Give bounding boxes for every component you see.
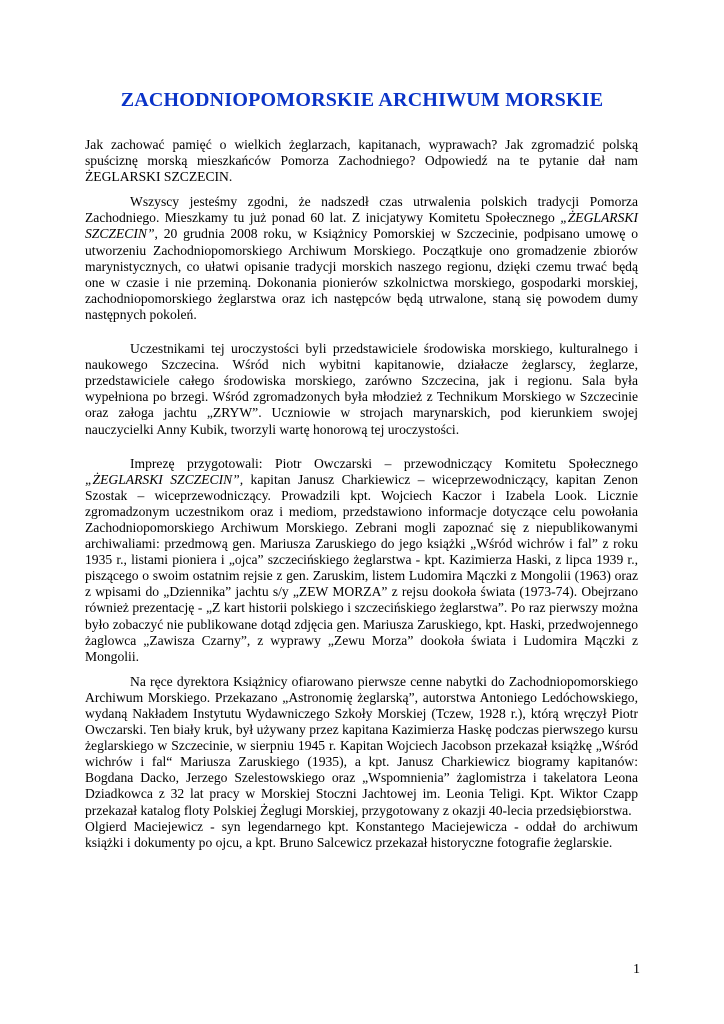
- page-number: 1: [633, 962, 640, 977]
- paragraph-maciejewicz: Olgierd Maciejewicz - syn legendarnego kpt. Konstantego Maciejewicza - oddał do archiwum książki i dokumenty po ojcu, a kpt. Bruno Salcewicz przekazał historyczne fotografie żeglarskie.: [85, 818, 638, 850]
- paragraph-founding-text-b: , 20 grudnia 2008 roku, w Książnicy Pomorskiej w Szczecinie, podpisano umowę o utworzeniu Zachodniopomorskiego Archiwum Morskiego. Początkuje ono gromadzenie zbiorów marynistycznych, co ułatwi opisanie tradycji morskich naszego regionu, dzięki czemu trwać będą one w czasie i nie przeminą. Dokonania pionierów szkolnictwa morskiego, gospodarki morskiej, zachodniopomorskiego żeglarstwa oraz ich następców będą utrwalone, staną się powodem dumy następnych pokoleń.: [85, 226, 638, 322]
- page-title: ZACHODNIOPOMORSKIE ARCHIWUM MORSKIE: [120, 89, 604, 111]
- paragraph-founding: [85, 194, 638, 323]
- paragraph-donations: Na ręce dyrektora Książnicy ofiarowano pierwsze cenne nabytki do Zachodniopomorskiego Archiwum Morskiego. Przekazano „Astronomię żeglarską”, autorstwa Antoniego Ledóchowskiego, wydaną Nakładem Instytutu Wydawniczego Szkoły Morskiej (Tczew, 1928 r.), którą wręczył Piotr Owczarski. Ten biały kruk, był używany przez kapitana Kazimierza Haskę podczas pierwszego kursu żeglarskiego w Szczecinie, w sierpniu 1945 r. Kapitan Wojciech Jacobson przekazał książkę „Wśród wichrów i fal“ Mariusza Zaruskiego (1935), a kpt. Janusz Charkiewicz biogramy kapitanów: Bogdana Dacko, Jerzego Szelestowskiego oraz „Wspomnienia” żaglomistrza i takelatora Leona Dziadkowca z 32 lat pracy w Morskiej Stoczni Jachtowej im. Leonia Teligi. Kpt. Wiktor Czapp przekazał katalog floty Polskiej Żeglugi Morskiej, przygotowany z okazji 40-lecia przedsiębiorstwa.: [85, 673, 638, 818]
- paragraph-participants: Uczestnikami tej uroczystości byli przedstawiciele środowiska morskiego, kulturalnego i naukowego Szczecina. Wśród nich wybitni kapitanowie, działacze żeglarscy, żeglarze, przedstawiciele całego środowiska morskiego, zarówno Szczecina, jak i regionu. Sala była wypełniona po brzegi. Wśród zgromadzonych była młodzież z Technikum Morskiego w Szczecinie oraz załoga jachtu „ZRYW”. Uczniowie w strojach marynarskich, pod kierunkiem swojej nauczycielki Anny Kubik, tworzyli wartę honorową tej uroczystości.: [85, 341, 638, 437]
- document-body: [85, 137, 638, 851]
- committee-name-italic-2: „ŻEGLARSKI SZCZECIN”,: [85, 471, 244, 487]
- paragraph-intro: Jak zachować pamięć o wielkich żeglarzach, kapitanach, wyprawach? Jak zgromadzić polską spuściznę morską mieszkańców Pomorza Zachodniego? Odpowiedź na te pytanie dał nam ŻEGLARSKI SZCZECIN.: [85, 137, 638, 185]
- paragraph-organizers-text-b: kapitan Janusz Charkiewicz – wiceprzewodniczący, kapitan Zenon Szostak – wiceprzewodniczący. Prowadzili kpt. Wojciech Kaczor i Izabela Look. Licznie zgromadzonym uczestnikom oraz i mediom, przedstawiono informacje dotyczące celu powołania Zachodniopomorskiego Archiwum Morskiego. Zebrani mogli zapoznać się z niepublikowanymi archiwaliami: przedmową gen. Mariusza Zaruskiego do jego książki „Wśród wichrów i fal” z roku 1935 r., listami pioniera i „ojca” szczecińskiego żeglarstwa - kpt. Kazimierza Haski, z lipca 1939 r., piszącego o swoim ostatnim rejsie z gen. Zaruskim, listem Ludomira Mączki z Mongolii (1963) oraz z wpisami do „Dziennika” jachtu s/y „ZEW MORZA” z rejsu dookoła świata (1973-74). Obejrzano również prezentację - „Z kart historii polskiego i szczecińskiego żeglarstwa”. Po raz pierwszy można było zobaczyć nie publikowane dotąd zdjęcia gen. Mariusza Zaruskiego, kpt. Haski, przedwojennego żaglowca „Zawisza Czarny”, z wyprawy „Zewu Morza” dookoła świata i Ludomira Mączki z Mongolii.: [85, 471, 638, 664]
- paragraph-organizers-text-a: Imprezę przygotowali: Piotr Owczarski – przewodniczący Komitetu Społecznego: [130, 455, 638, 471]
- paragraph-founding-text-a: Wszyscy jesteśmy zgodni, że nadszedł czas utrwalenia polskich tradycji Pomorza Zachodniego. Mieszkamy tu już ponad 60 lat. Z inicjatywy Komitetu Społecznego: [85, 194, 638, 226]
- paragraph-organizers: [85, 456, 638, 665]
- committee-name-italic: „ŻEGLARSKI SZCZECIN”: [85, 210, 638, 242]
